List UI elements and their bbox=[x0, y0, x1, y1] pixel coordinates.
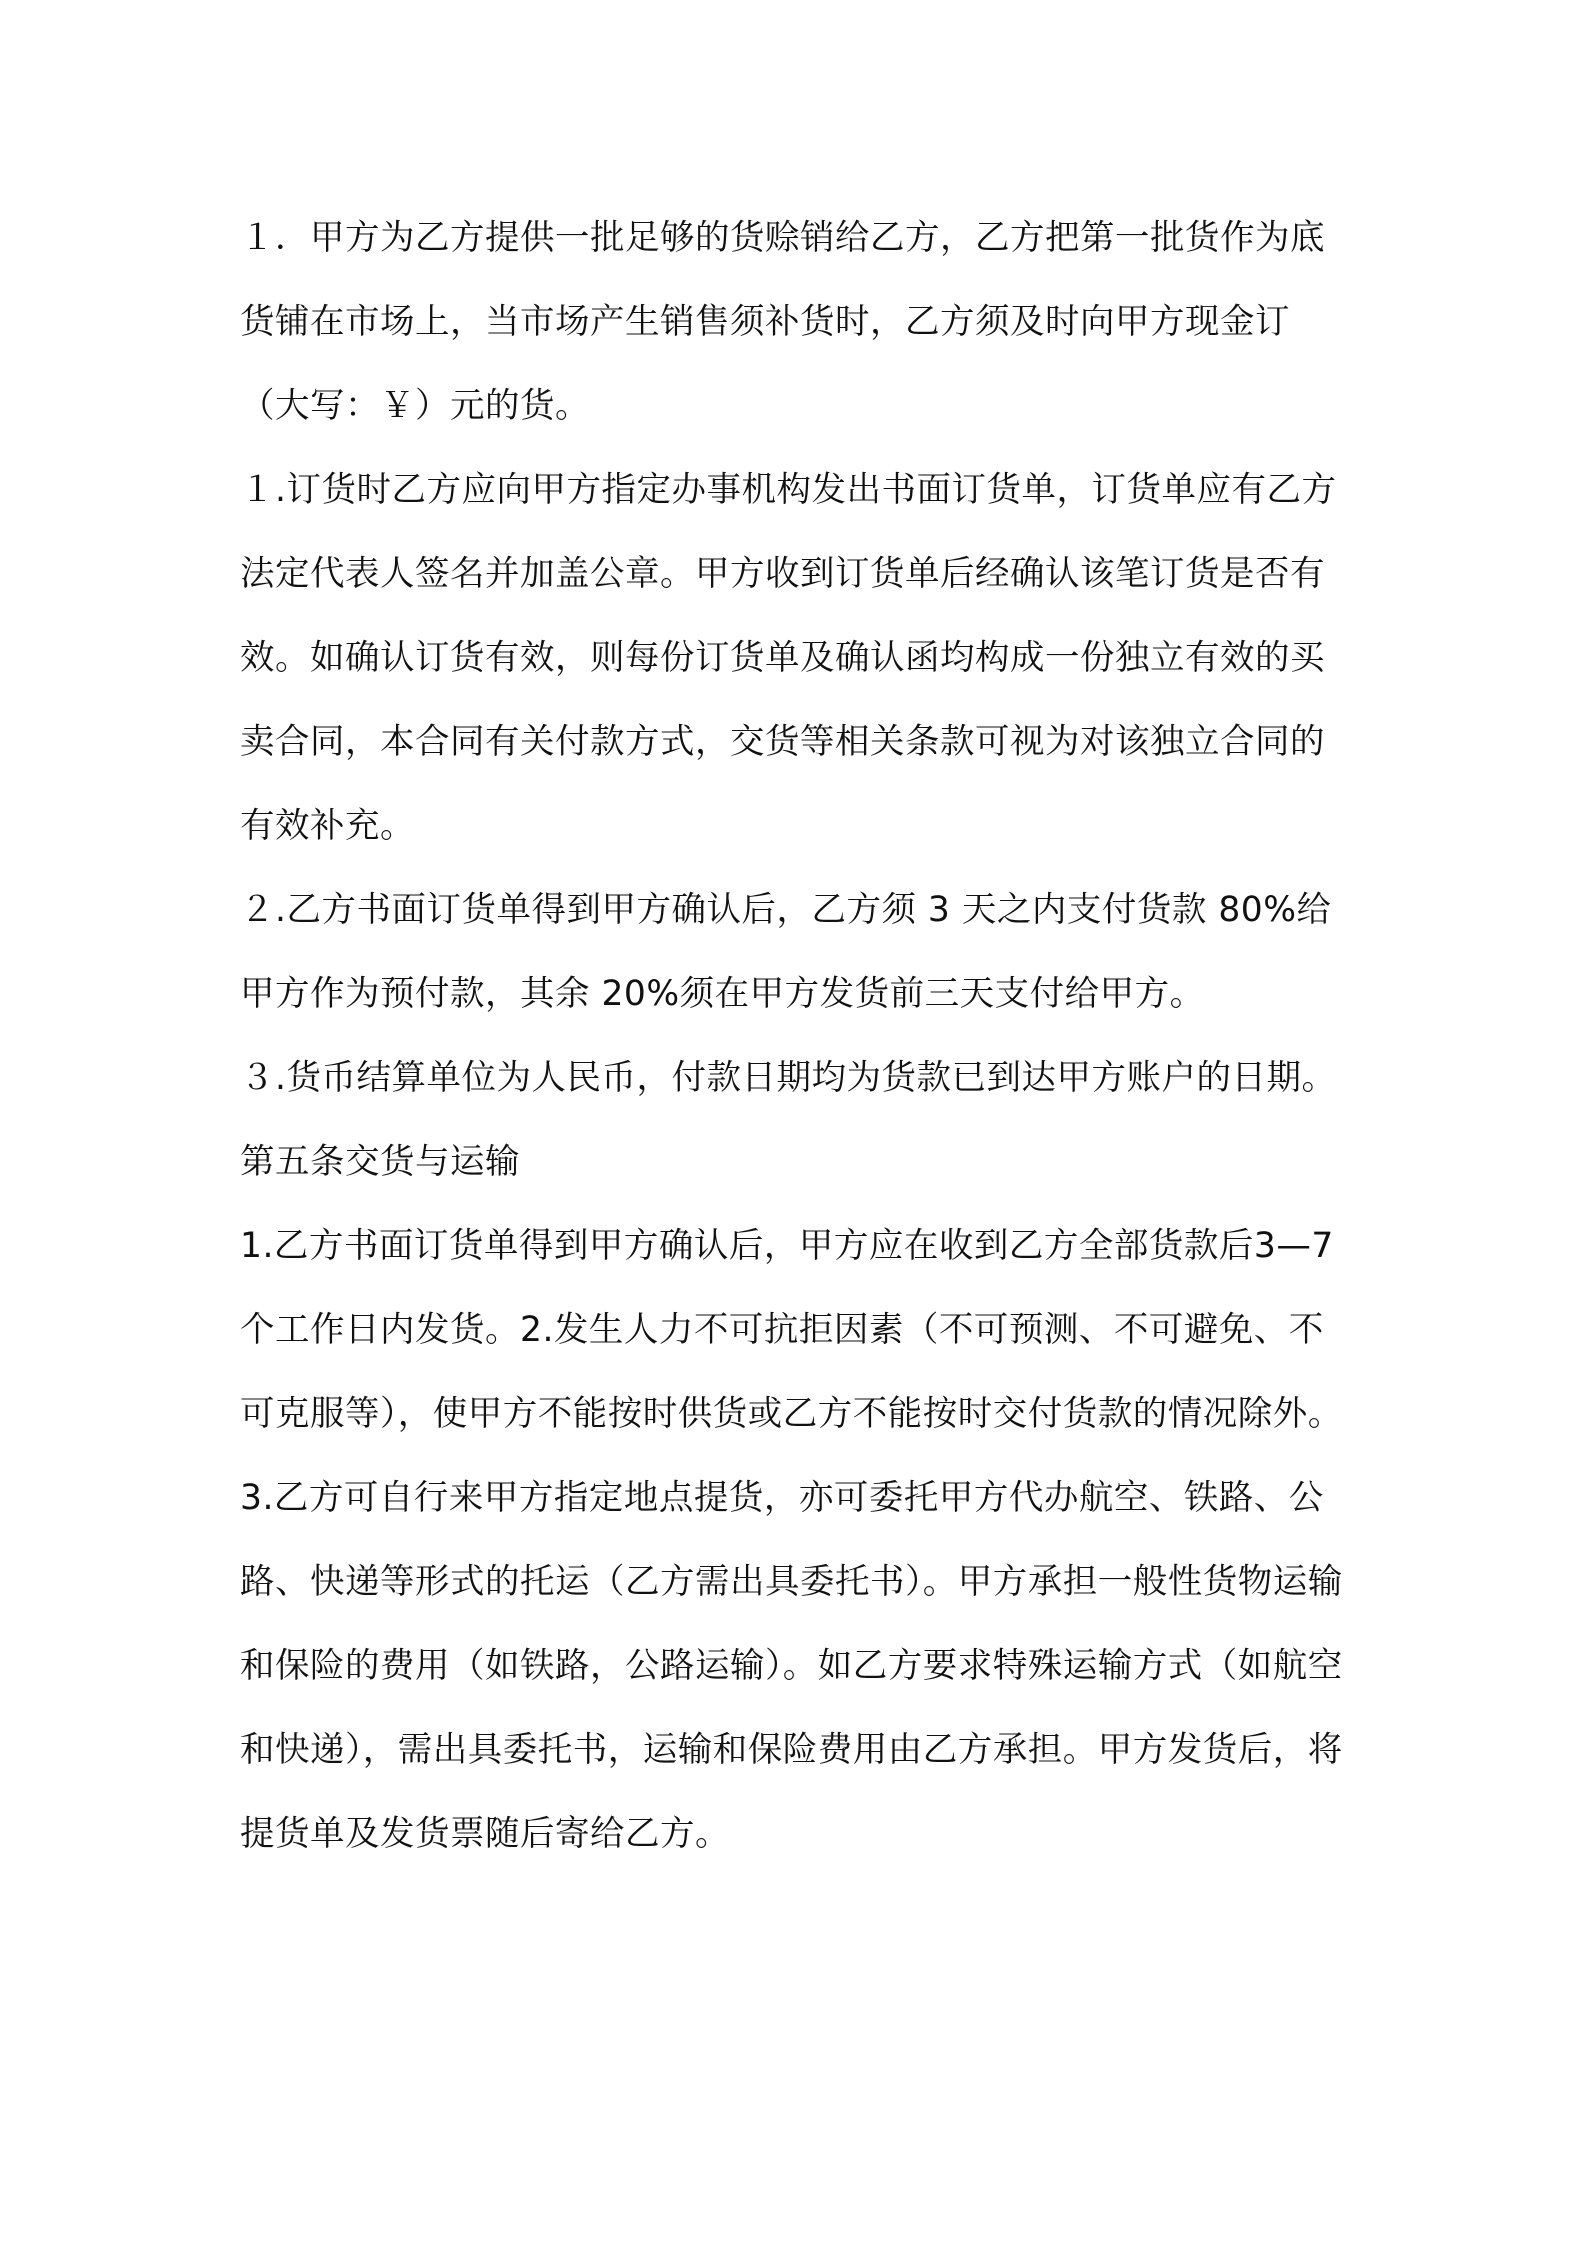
paragraph-transport-terms: 3.乙方可自行来甲方指定地点提货，亦可委托甲方代办航空、铁路、公路、快递等形式的托运（乙方需出具委托书）。甲方承担一般性货物运输和保险的费用（如铁路，公路运输）。如乙方要求特殊运输方式（如航空和快递），需出具委托书，运输和保险费用由乙方承担。甲方发货后，将提货单及发货票随后寄给乙方。 bbox=[240, 1478, 1343, 1854]
paragraph-payment-terms: ２.乙方书面订货单得到甲方确认后，乙方须 3 天之内支付货款 80%给甲方作为预付款，其余 20%须在甲方发货前三天支付给甲方。 bbox=[240, 890, 1332, 1014]
paragraph-delivery-schedule: 1.乙方书面订货单得到甲方确认后，甲方应在收到乙方全部货款后3—7 个工作日内发货。2.发生人力不可抗拒因素（不可预测、不可避免、不可克服等），使甲方不能按时供货或乙方不能按时交付货款的情况除外。 bbox=[240, 1226, 1343, 1434]
document-body bbox=[240, 196, 1350, 1876]
paragraph-order-procedure: １.订货时乙方应向甲方指定办事机构发出书面订货单，订货单应有乙方法定代表人签名并加盖公章。甲方收到订货单后经确认该笔订货是否有效。如确认订货有效，则每份订货单及确认函均构成一份独立有效的买卖合同，本合同有关付款方式，交货等相关条款可视为对该独立合同的有效补充。 bbox=[240, 470, 1337, 846]
paragraph-settlement-currency: ３.货币结算单位为人民币，付款日期均为货款已到达甲方账户的日期。 bbox=[240, 1058, 1337, 1098]
section-heading-delivery: 第五条交货与运输 bbox=[240, 1142, 520, 1182]
paragraph-supply-on-credit: １．甲方为乙方提供一批足够的货赊销给乙方，乙方把第一批货作为底货铺在市场上，当市场产生销售须补货时，乙方须及时向甲方现金订（大写：￥）元的货。 bbox=[240, 218, 1325, 426]
